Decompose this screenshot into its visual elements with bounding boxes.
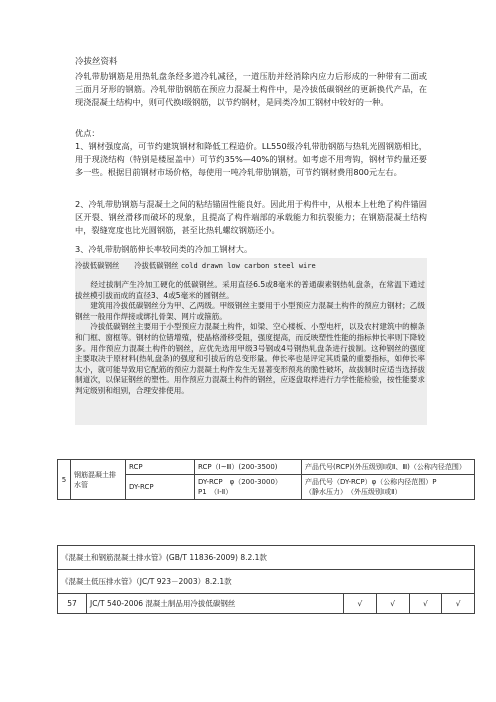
table-row [58, 460, 475, 475]
mark-cell [302, 475, 475, 500]
standard-1: 《混凝土和钢筋混凝土排水管》(GB/T 11836-2009) 8.2.1款 [58, 546, 475, 570]
gray-body-paragraph-1: 经过拔制产生冷加工硬化的低碳钢丝。采用直径6.5或8毫米的普通碳素钢热轧盘条，在常温下通过拔丝模引拔而成的直径3、4或5毫米的圆钢丝。 [75, 280, 425, 300]
gray-heading-en: cold drawn low carbon steel wire [180, 262, 316, 270]
mark-line-1: 产品代号（DY-RCP）φ（公称内径范围）P [305, 478, 437, 486]
spec-line-1: DY-RCP φ（200-3000） [198, 478, 282, 486]
spec-cell: RCP（Ⅰ~Ⅲ）(200-3500) [195, 460, 302, 475]
gray-body-paragraph-3: 冷拔低碳钢丝主要用于小型预应力混凝土构件，如梁、空心楼板、小型电杆，以及农村建筑中的檩条和门框、窗框等。钢材的位错增殖，使晶格滑移受阻，强度提高，而反映塑性性能的指标伸长率则下降较多。用作预应力混凝土构件的钢丝，应优先选用甲级3号钢或4号钢热轧盘条进行拔制。这种钢丝的强度主要取决于原材料(热轧盘条)的强度和引拔后的总变形量。伸长率也是评定其质量的重要指标，如伸长率太小，就可能导致用它配筋的预应力混凝土构件发生无显著变形预兆的脆性破坏，故拔制时应适当选择拔制道次，以保证钢丝的塑性。用作预应力混凝土构件的钢丝，应逐盘取样进行力学性能检验，按性能要求判定级别和组别，合理安排使用。 [75, 322, 425, 395]
check-mark: √ [409, 594, 442, 614]
check-mark: √ [376, 594, 409, 614]
point-2: 2、冷轧带肋钢筋与混凝土之间的粘结锚固性能良好。因此用于构件中，从根本上杜绝了构件锚固区开裂、钢丝滑移而破坏的现象，且提高了构件端部的承载能力和抗裂能力；在钢筋混凝土结构中，裂缝宽度也比光圆钢筋，甚至比热轧螺纹钢筋还小。 [75, 199, 427, 235]
check-mark: √ [442, 594, 475, 614]
spec-cell [195, 475, 302, 500]
advantages-label: 优点： [75, 128, 100, 138]
gray-heading-cn: 冷拔低碳钢丝 冷拔低碳钢丝 [75, 261, 179, 270]
table-row [58, 570, 475, 594]
row-number: 5 [58, 460, 71, 500]
point-3: 3、冷轧带肋钢筋伸长率较同类的冷加工钢材大。 [75, 244, 253, 254]
table-row [58, 594, 475, 614]
code-cell: RCP [126, 460, 195, 475]
pipe-product-table [57, 459, 475, 500]
doc-title: 冷拔丝资料 [75, 57, 118, 67]
point-1: 1、钢材强度高，可节约建筑钢材和降低工程造价。LL550级冷轧带肋钢筋与热轧光圆钢筋相比，用于现浇结构（特别是楼屋盖中）可节约35%—40%的钢材。如考虑不用弯钩，钢材节约量还要多一些。根据目前钢材市场价格，每使用一吨冷轧带肋钢筋，可节约钢材费用800元左右。 [75, 141, 427, 177]
row-number: 57 [58, 594, 87, 614]
standard-name: JC/T 540-2006 混凝土制品用冷拔低碳钢丝 [87, 594, 344, 614]
gray-body-paragraph-2: 建筑用冷拔低碳钢丝分为甲、乙两级。甲级钢丝主要用于小型预应力混凝土构件的预应力钢材；乙级钢丝一般用作焊接或绑扎骨架、网片或箍筋。 [75, 301, 425, 321]
gray-heading [75, 260, 316, 271]
intro-paragraph: 冷轧带肋钢筋是用热轧盘条经多道冷轧减径，一道压肋并经消除内应力后形成的一种带有二面或三面月牙形的钢筋。冷轧带肋钢筋在预应力混凝土构件中，是冷拔低碳钢丝的更新换代产品，在现浇混凝土结构中，则可代换Ⅰ级钢筋，以节约钢材，是同类冷加工钢材中较好的一种。 [75, 71, 427, 107]
spec-line-2: P1 （Ⅰ-Ⅱ） [198, 488, 233, 496]
gray-text-block [75, 258, 427, 425]
mark-line-2: （静水压力） （外压级别Ⅰ或Ⅱ） [305, 488, 402, 496]
mark-cell: 产品代号(RCP)(外压级别Ⅰ或Ⅱ、Ⅲ)（公称内径范围） [302, 460, 475, 475]
check-mark: √ [344, 594, 377, 614]
standard-2: 《混凝土低压排水管》（JC/T 923－2003）8.2.1款 [58, 570, 475, 594]
product-name: 钢筋混凝土排水管 [71, 460, 126, 500]
code-cell: DY-RCP [126, 475, 195, 500]
table-row [58, 546, 475, 570]
gray-body [75, 280, 425, 397]
standards-table [57, 545, 475, 614]
